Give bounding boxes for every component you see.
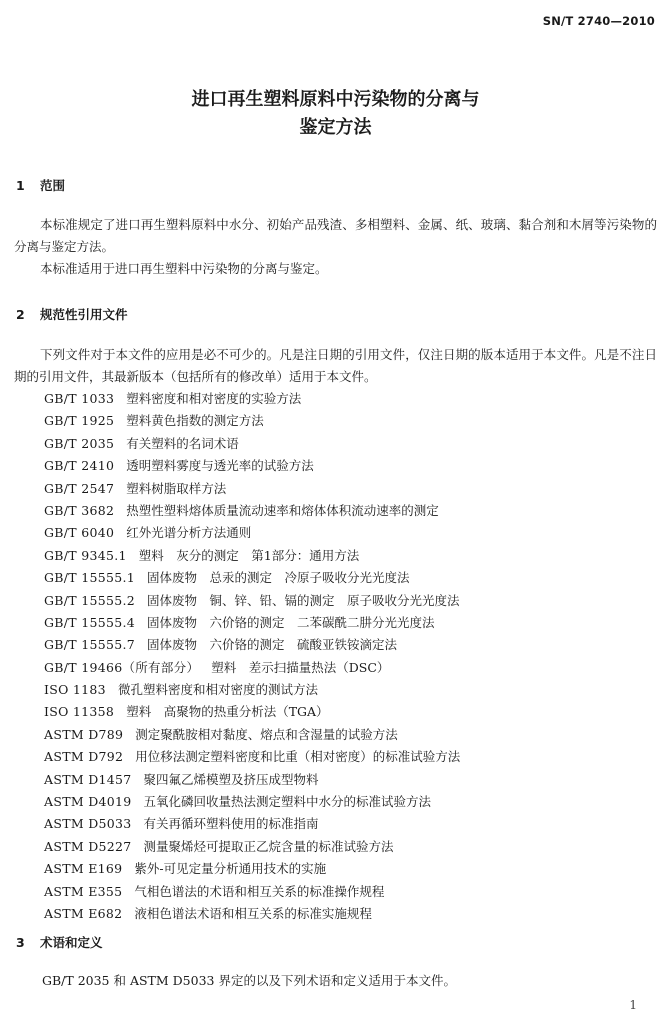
reference-item	[44, 634, 460, 656]
reference-code: ASTM D5227	[44, 838, 132, 854]
section-heading-normative-references	[16, 305, 128, 323]
reference-code: GB/T 6040	[44, 525, 115, 541]
reference-item	[44, 545, 460, 567]
reference-item	[44, 455, 460, 477]
reference-item	[44, 478, 460, 500]
reference-title: 气相色谱法的术语和相互关系的标准操作规程	[134, 883, 385, 899]
reference-item	[44, 791, 460, 813]
reference-item	[44, 522, 460, 544]
reference-title: 塑料黄色指数的测定方法	[126, 413, 264, 429]
reference-item	[44, 679, 460, 701]
section-number: 1	[16, 178, 25, 193]
reference-title: 塑料 高聚物的热重分析法（TGA）	[126, 704, 329, 720]
reference-code: ASTM D4019	[44, 794, 132, 810]
reference-item	[44, 769, 460, 791]
reference-code: GB/T 9345.1	[44, 547, 127, 563]
page-number: 1	[629, 998, 637, 1012]
reference-item	[44, 858, 460, 880]
reference-code: GB/T 19466（所有部分）	[44, 659, 200, 675]
reference-code: GB/T 15555.2	[44, 592, 135, 608]
reference-item	[44, 657, 460, 679]
reference-title: 透明塑料雾度与透光率的试验方法	[126, 458, 314, 474]
reference-title: 微孔塑料密度和相对密度的测试方法	[117, 682, 318, 698]
reference-item	[44, 567, 460, 589]
reference-title: 测量聚烯烃可提取正乙烷含量的标准试验方法	[143, 838, 394, 854]
reference-item	[44, 881, 460, 903]
reference-code: ASTM D789	[44, 726, 124, 742]
reference-code: GB/T 15555.1	[44, 570, 135, 586]
title-line-2: 鉴定方法	[299, 117, 372, 138]
reference-item	[44, 724, 460, 746]
standard-code: SN/T 2740—2010	[542, 14, 655, 28]
reference-item	[44, 410, 460, 432]
reference-code: GB/T 15555.7	[44, 637, 135, 653]
section-title: 范围	[40, 178, 66, 193]
reference-title: 热塑性塑料熔体质量流动速率和熔体体积流动速率的测定	[126, 502, 439, 518]
reference-title: 塑料密度和相对密度的实验方法	[126, 391, 302, 406]
reference-code: ASTM E682	[44, 905, 123, 921]
reference-code: GB/T 15555.4	[44, 614, 135, 630]
section-title: 术语和定义	[40, 935, 103, 950]
normative-intro-paragraph: 下列文件对于本文件的应用是必不可少的。凡是注日期的引用文件，仅注日期的版本适用于本文件。凡是不注日期的引用文件，其最新版本（包括所有的修改单）适用于本文件。	[14, 347, 657, 384]
reference-title: 液相色谱法术语和相互关系的标准实施规程	[134, 905, 372, 921]
reference-title: 固体废物 六价铬的测定 二苯碳酰二肼分光光度法	[146, 614, 435, 630]
reference-title: 用位移法测定塑料密度和比重（相对密度）的标准试验方法	[135, 749, 461, 765]
reference-code: ASTM D1457	[44, 771, 132, 787]
reference-code: GB/T 2547	[44, 480, 115, 496]
reference-item	[44, 433, 460, 455]
reference-item	[44, 813, 460, 835]
reference-item	[44, 836, 460, 858]
reference-item	[44, 701, 460, 723]
terms-intro-paragraph: GB/T 2035 和 ASTM D5033 界定的以及下列术语和定义适用于本文件。	[42, 973, 456, 988]
title-line-1: 进口再生塑料原料中污染物的分离与	[191, 89, 480, 110]
reference-item	[44, 746, 460, 768]
reference-item	[44, 500, 460, 522]
reference-title: 五氧化磷回收量热法测定塑料中水分的标准试验方法	[143, 794, 432, 810]
reference-title: 塑料 灰分的测定 第1部分：通用方法	[138, 547, 360, 563]
section-title: 规范性引用文件	[40, 307, 128, 322]
section-heading-scope	[16, 176, 65, 194]
document-title	[0, 86, 671, 142]
reference-title: 紫外-可见定量分析通用技术的实施	[134, 861, 327, 877]
reference-title: 有关再循环塑料使用的标准指南	[143, 816, 319, 832]
reference-title: 测定聚酰胺相对黏度、熔点和含湿量的试验方法	[135, 726, 398, 742]
reference-item	[44, 590, 460, 612]
reference-code: GB/T 1925	[44, 413, 115, 429]
reference-code: GB/T 3682	[44, 502, 115, 518]
reference-title: 固体废物 六价铬的测定 硫酸亚铁铵滴定法	[146, 637, 397, 653]
section-number: 2	[16, 307, 25, 322]
section-number: 3	[16, 935, 25, 950]
reference-code: GB/T 2035	[44, 435, 115, 451]
reference-title: 塑料 差示扫描量热法（DSC）	[211, 659, 390, 675]
reference-item	[44, 612, 460, 634]
reference-title: 红外光谱分析方法通则	[126, 525, 252, 541]
reference-code: ISO 1183	[44, 682, 106, 698]
reference-code: ASTM E169	[44, 861, 123, 877]
reference-item	[44, 903, 460, 925]
reference-code: GB/T 1033	[44, 391, 115, 406]
reference-title: 固体废物 铜、锌、铅、镉的测定 原子吸收分光光度法	[146, 592, 460, 608]
reference-code: GB/T 2410	[44, 458, 115, 474]
reference-code: ASTM D792	[44, 749, 124, 765]
reference-code: ASTM D5033	[44, 816, 132, 832]
section-heading-terms	[16, 933, 103, 951]
scope-paragraph-1: 本标准规定了进口再生塑料原料中水分、初始产品残渣、多相塑料、金属、纸、玻璃、黏合剂和木屑等污染物的分离与鉴定方法。	[14, 217, 657, 254]
reference-title: 有关塑料的名词术语	[126, 435, 239, 451]
reference-title: 聚四氟乙烯模塑及挤压成型物料	[143, 771, 319, 787]
reference-title: 固体废物 总汞的测定 冷原子吸收分光光度法	[146, 570, 410, 586]
reference-code: ASTM E355	[44, 883, 123, 899]
reference-list	[44, 388, 460, 925]
reference-item	[44, 388, 460, 410]
reference-title: 塑料树脂取样方法	[126, 480, 227, 496]
reference-code: ISO 11358	[44, 704, 115, 720]
scope-paragraph-2: 本标准适用于进口再生塑料中污染物的分离与鉴定。	[40, 261, 328, 276]
